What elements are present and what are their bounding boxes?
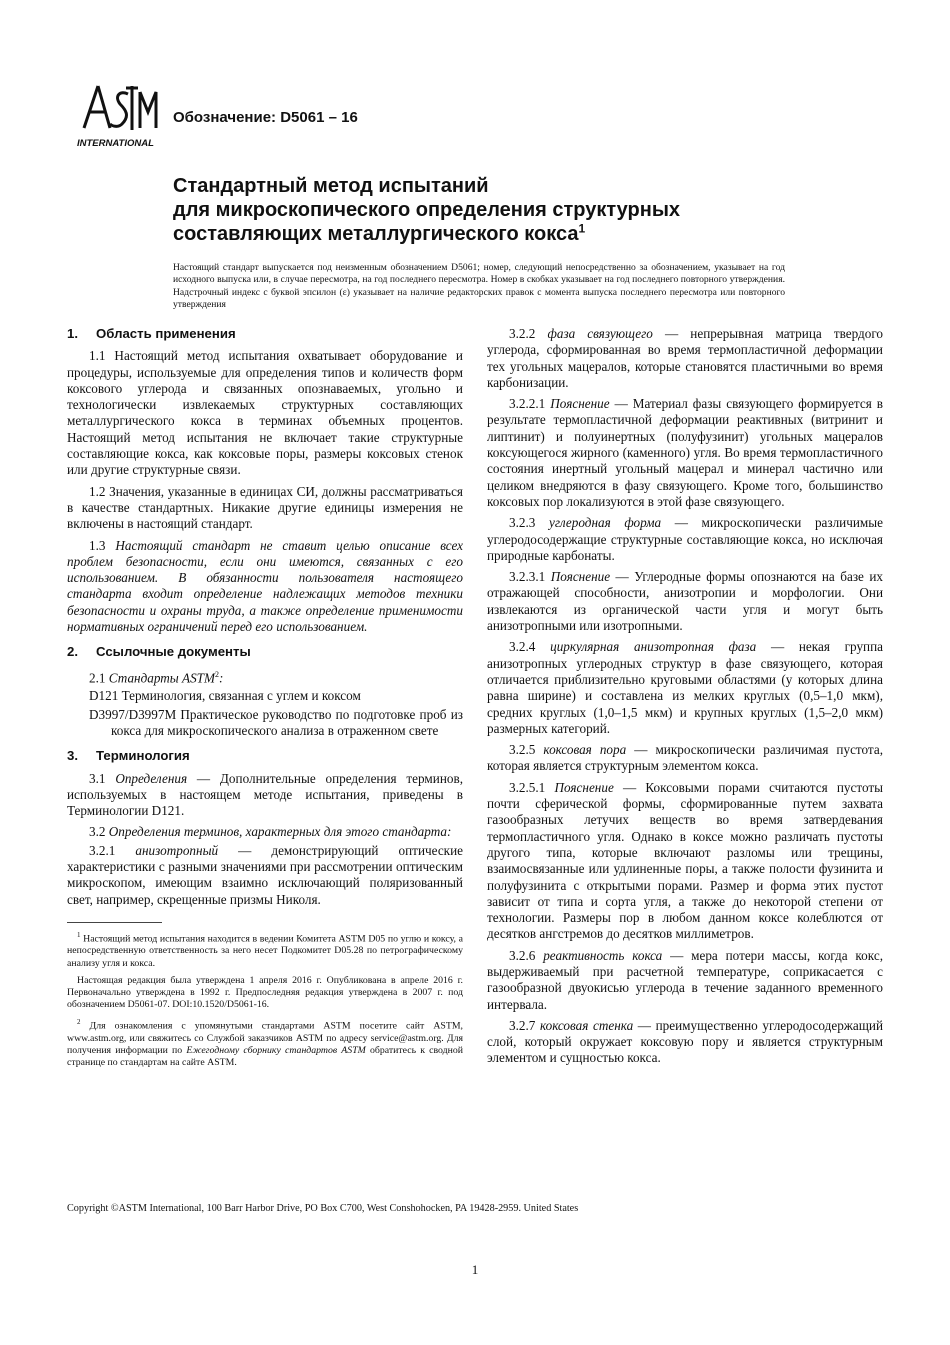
footnote-1: $^1$ Настоящий метод испытания находится в ведении Комитета ASTM D05 по углю и коксу, а непосредственную ответственность за него несет Подкомитет D05.28 по петрографическому анализу угля и кокса. <box>67 930 463 969</box>
copyright-line: Copyright ©ASTM International, 100 Barr Harbor Drive, PO Box C700, West Conshohocken, PA 19428-2959. United States <box>67 1203 579 1214</box>
astm-logo <box>76 80 160 150</box>
section-3-heading: 3. Терминология <box>67 748 190 764</box>
para-2-1: 2.1 Стандарты ASTM$^2$: <box>89 669 224 686</box>
preamble: Настоящий стандарт выпускается под неизменным обозначением D5061; номер, следующий непосредственно за обозначением, указывает на год исходного выпуска или, в случае пересмотра, на год последнего пересмотра. Номер в скобках указывает на год последнего повторного утверждения. Надстрочный индекс с буквой эпсилон (ε) указывает на наличие редакторских правок с момента выпуска последнего пересмотра или повторного утверждения <box>173 262 785 311</box>
para-3-2-5: 3.2.5 коксовая пора — микроскопически различимая пустота, которая является структурным элементом кокса. <box>487 742 884 774</box>
footnote-2: $^2$ Для ознакомления с упомянутыми стандартами ASTM посетите сайт ASTM, www.astm.org, или свяжитесь со Службой заказчиков ASTM по адресу service@astm.org. Для получения информации по Ежегодному сборнику стандартов ASTM обратитесь к сводной странице по стандартам на сайте ASTM. <box>67 1018 464 1069</box>
title-line-1: Стандартный метод испытаний <box>173 175 489 197</box>
para-1-1: 1.1 Настоящий метод испытания охватывает оборудование и процедуры, используемые для определения типов и количеств форм коксового углерода и связанных опознаваемых, угольно и технологически извлекаемых структурных составляющих металлургического кокса в терминах объемных процентов. Настоящий метод испытания не включает такие структурные составляющие кокса, как коксовые поры, размеры коксовых стенок или другие структурные связи. <box>67 348 463 478</box>
para-1-2: 1.2 Значения, указанные в единицах СИ, должны рассматриваться в качестве стандартных. Никакие другие единицы измерения не включены в настоящий стандарт. <box>67 483 463 532</box>
para-3-2: 3.2 Определения терминов, характерных для этого стандарта: <box>89 824 452 840</box>
document-title <box>173 174 813 246</box>
footnote-divider <box>67 922 162 923</box>
title-footnote-mark: 1 <box>578 221 586 236</box>
left-column <box>67 326 463 1074</box>
para-3-2-6: 3.2.6 реактивность кокса — мера потери массы, когда кокс, выдерживаемый при расчетной температуре, соприкасается с газообразной двуокисью углерода в течение заданного временного интервала. <box>487 947 883 1012</box>
footnote-1-approval: Настоящая редакция была утверждена 1 апреля 2016 г. Опубликована в апреле 2016 г. Первоначально утверждена в 1992 г. Предпоследняя редакция утверждена в 2007 г. под обозначением D5061-07. DOI:10.1520/D5061-16. <box>67 974 463 1011</box>
section-1-heading: 1. Область применения <box>67 326 236 341</box>
right-column <box>487 326 883 1072</box>
para-3-1: 3.1 Определения — Дополнительные определения терминов, используемых в настоящем методе испытания, приведены в Терминологии D121. <box>67 770 464 819</box>
para-3-2-3-1: 3.2.3.1 Пояснение — Углеродные формы опознаются на базе их отражающей способности, анизотропии и морфологии. Они извлекаются из органической части угля и могут быть анизотропными или изотропными. <box>487 569 884 634</box>
title-line-2: для микроскопического определения структурных <box>173 199 681 221</box>
para-3-2-2: 3.2.2 фаза связующего — непрерывная матрица твердого углерода, сформированная во время термопластичной деформации тех угольных мацералов, которые становятся пластичными во время карбонизации. <box>487 326 883 390</box>
para-1-3: 1.3 Настоящий стандарт не ставит целью описание всех проблем безопасности, если они имеются, связанных с его использованием. В обязанности пользователя настоящего стандарта входит определение надлежащих методов техники безопасности и охраны труда, а также определение применимости нормативных ограничений перед его использованием. <box>67 537 464 635</box>
para-3-2-5-1: 3.2.5.1 Пояснение — Коксовыми порами считаются пустоты почти сферической формы, сформированные путем захвата газообразных летучих веществ во время затвердевания термопластичного угля. Однако в коксе можно различать пустоты другого типа, которые включают разломы или трещины, взаимосвязанные или удлиненные поры, а также полости фузинита и полуфузинита с открытыми порами. Размер и форма этих пустот зависит от типа и сорта угля, а также до некоторой степени от технологии. Размеры пор в любом данном коксе колеблются от десятков ангстремов до десятков миллиметров. <box>487 779 884 942</box>
para-3-2-1: 3.2.1 анизотропный — демонстрирующий оптические характеристики с разными значениями при рассмотрении оптическим микроскопом, имеющим взаимно исключающий поляризованный свет, например, скрещенные призмы Николя. <box>67 842 463 907</box>
page-number: 1 <box>471 1262 479 1277</box>
title-line-3: составляющих металлургического кокса <box>173 223 579 245</box>
para-3-2-7: 3.2.7 коксовая стенка — преимущественно углеродосодержащий слой, который окружает коксовую пору и является структурным элементом и сущностью кокса. <box>487 1017 884 1066</box>
para-3-2-3: 3.2.3 углеродная форма — микроскопически различимые углеродосодержащие структурные составляющие кокса, но исключая природные карбонаты. <box>487 515 883 563</box>
designation: Обозначение: D5061 – 16 <box>173 109 358 126</box>
para-3-2-4: 3.2.4 циркулярная анизотропная фаза — некая группа анизотропных углеродных структур в фазе связующего, которая отличается приблизительно круговыми областями (у которых длина равна ширине) и составлена из мелких круглых (0,5–1,0 мкм), средних круглых (1,0–1,5 мкм) и крупных круглых (1,5–2,0 мкм) размерных категорий. <box>487 639 884 736</box>
reference-d3997: D3997/D3997M Практическое руководство по подготовке проб из кокса для микроскопического анализа в отраженном свете <box>89 706 463 738</box>
section-2-heading: 2. Ссылочные документы <box>67 644 251 660</box>
reference-d121: D121 Терминология, связанная с углем и коксом <box>89 688 361 704</box>
para-3-2-2-1: 3.2.2.1 Пояснение — Материал фазы связующего формируется в результате термопластичной деформации реактивных (витринит и липтинит) и полуинертных (полуфузинит) угольных мацералов коксующегося жирного (каменного) угля. Во время термопластичного состояния инертный угольный мацерал и минерал частично или целиком внедряются в фазу связующего. Кроме того, большинство коксовых пор локализуются в этой фазе связующего. <box>487 396 883 509</box>
logo-astm-text <box>160 80 161 81</box>
logo-international-text: INTERNATIONAL <box>77 138 154 149</box>
